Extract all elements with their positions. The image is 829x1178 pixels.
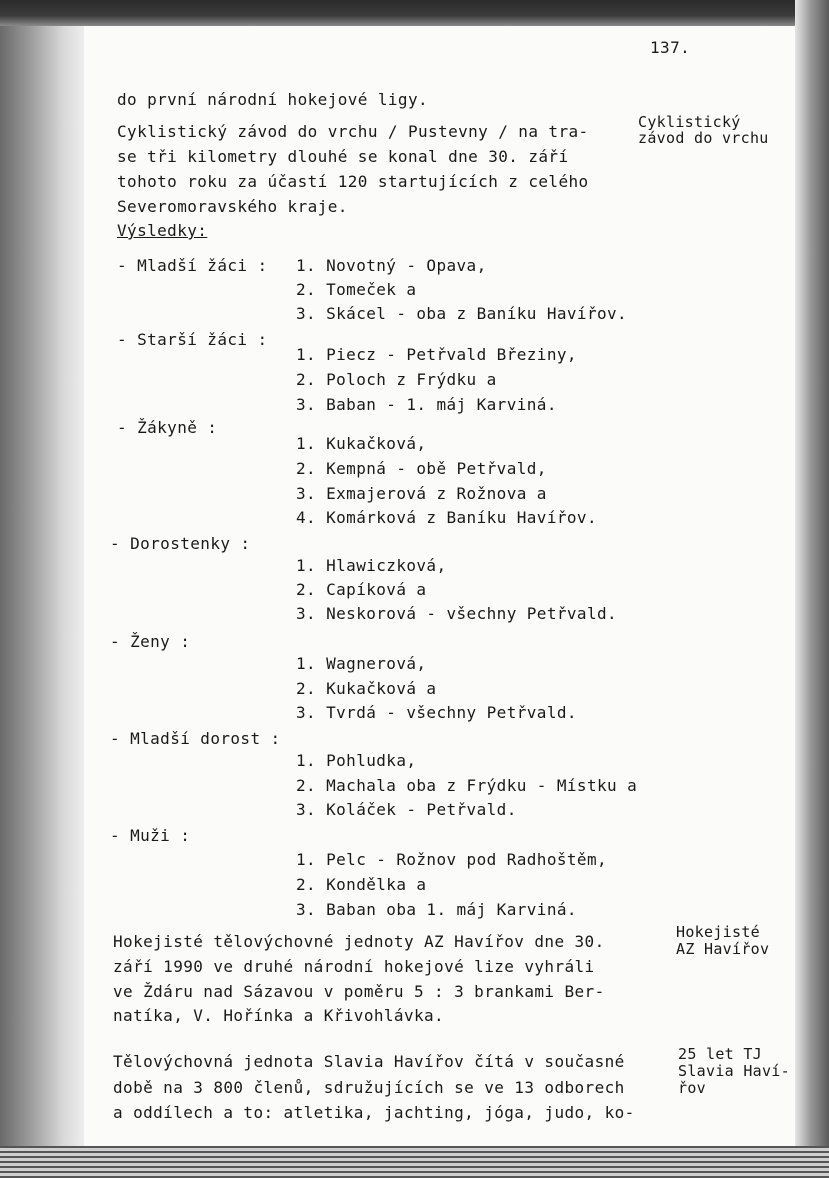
cycling-line-1: Cyklistický závod do vrchu / Pustevny / na tra- xyxy=(117,122,589,141)
result-entry: 1. Wagnerová, xyxy=(296,654,427,673)
hockey-line-3: ve Ždáru nad Sázavou v poměru 5 : 3 brankami Ber- xyxy=(113,982,605,1001)
result-entry: 3. Skácel - oba z Baníku Havířov. xyxy=(296,304,628,323)
result-entry: 4. Komárková z Baníku Havířov. xyxy=(296,508,597,527)
category-label: - Žákyně : xyxy=(117,418,218,437)
category-label: - Ženy : xyxy=(110,632,191,651)
category-label: - Muži : xyxy=(110,826,191,845)
margin-note-hockey-2: AZ Havířov xyxy=(676,940,770,958)
result-entry: 3. Koláček - Petřvald. xyxy=(296,800,517,819)
scan-right-edge xyxy=(795,0,829,1178)
book-binding-shadow xyxy=(0,0,84,1178)
margin-note-slavia-3: řov xyxy=(678,1079,706,1097)
result-entry: 1. Kukačková, xyxy=(296,434,427,453)
result-entry: 2. Tomeček a xyxy=(296,280,417,299)
hockey-line-2: září 1990 ve druhé národní hokejové lize vyhráli xyxy=(113,957,595,976)
result-entry: 2. Poloch z Frýdku a xyxy=(296,370,497,389)
results-heading: Výsledky: xyxy=(117,221,208,240)
continuation-line: do první národní hokejové ligy. xyxy=(117,90,429,109)
margin-note-slavia-2: Slavia Haví- xyxy=(678,1062,790,1080)
category-label: - Mladší dorost : xyxy=(110,729,281,748)
hockey-line-4: natíka, V. Hořínka a Křivohlávka. xyxy=(113,1006,445,1025)
result-entry: 1. Pohludka, xyxy=(296,751,417,770)
margin-note-cycling-2: závod do vrchu xyxy=(638,129,769,147)
category-label: - Dorostenky : xyxy=(110,534,251,553)
cycling-line-3: tohoto roku za účastí 120 startujících z celého xyxy=(117,172,589,191)
result-entry: 2. Kondělka a xyxy=(296,875,427,894)
slavia-line-1: Tělovýchovná jednota Slavia Havířov čítá v současné xyxy=(113,1052,625,1071)
scan-bottom-edge xyxy=(0,1146,829,1178)
result-entry: 2. Machala oba z Frýdku - Místku a xyxy=(296,776,638,795)
category-label: - Mladší žáci : xyxy=(117,256,268,275)
result-entry: 3. Neskorová - všechny Petřvald. xyxy=(296,604,618,623)
cycling-line-4: Severomoravského kraje. xyxy=(117,197,348,216)
result-entry: 2. Kukačková a xyxy=(296,679,437,698)
result-entry: 2. Capíková a xyxy=(296,580,427,599)
result-entry: 3. Exmajerová z Rožnova a xyxy=(296,484,547,503)
result-entry: 1. Novotný - Opava, xyxy=(296,256,487,275)
slavia-line-2: době na 3 800 členů, sdružujících se ve 13 odborech xyxy=(113,1078,625,1097)
margin-note-hockey-1: Hokejisté xyxy=(676,923,760,941)
document-page xyxy=(84,26,795,1146)
scan-top-edge xyxy=(0,0,829,26)
result-entry: 1. Pelc - Rožnov pod Radhoštěm, xyxy=(296,850,608,869)
result-entry: 3. Tvrdá - všechny Petřvald. xyxy=(296,703,577,722)
hockey-line-1: Hokejisté tělovýchovné jednoty AZ Havířov dne 30. xyxy=(113,932,605,951)
result-entry: 3. Baban oba 1. máj Karviná. xyxy=(296,900,577,919)
margin-note-cycling-1: Cyklistický xyxy=(638,113,741,131)
result-entry: 1. Piecz - Petřvald Březiny, xyxy=(296,345,577,364)
result-entry: 3. Baban - 1. máj Karviná. xyxy=(296,395,557,414)
slavia-line-3: a oddílech a to: atletika, jachting, jóga, judo, ko- xyxy=(113,1103,635,1122)
result-entry: 2. Kempná - obě Petřvald, xyxy=(296,459,547,478)
category-label: - Starší žáci : xyxy=(117,330,268,349)
page-number: 137. xyxy=(650,38,691,57)
margin-note-slavia-1: 25 let TJ xyxy=(678,1045,762,1063)
cycling-line-2: se tři kilometry dlouhé se konal dne 30. září xyxy=(117,147,569,166)
result-entry: 1. Hlawiczková, xyxy=(296,556,447,575)
